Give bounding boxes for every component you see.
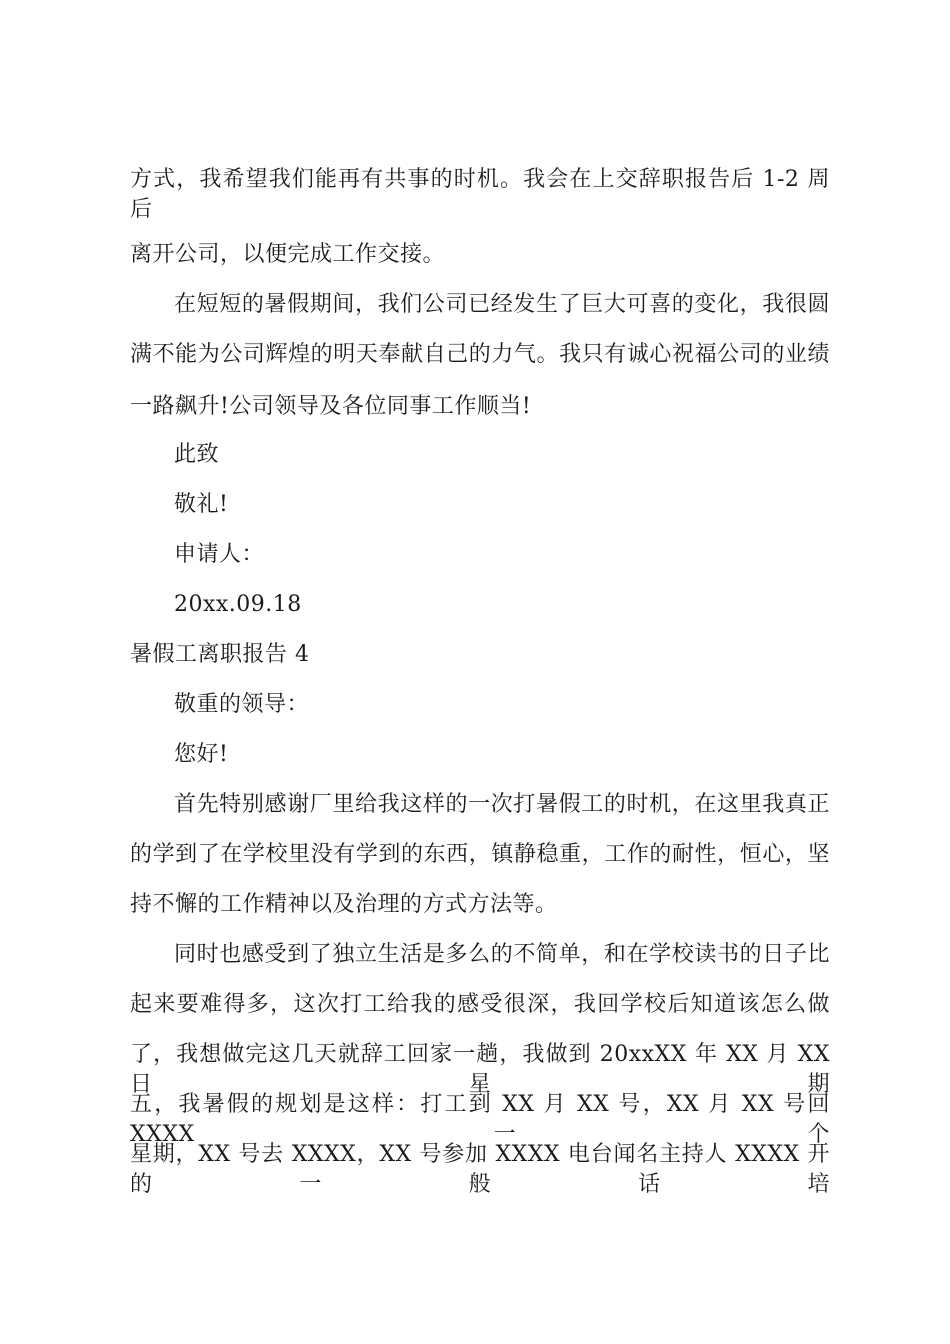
paragraph-line: 星期，XX 号去 XXXX，XX 号参加 XXXX 电台闻名主持人 XXXX 开的一般话培 <box>130 1142 830 1197</box>
paragraph-line: 了，我想做完这几天就辞工回家一趟，我做到 20xxXX 年 XX 月 XX 日星期 <box>130 1042 830 1097</box>
section-title: 暑假工离职报告 4 <box>130 642 310 667</box>
paragraph-line: 五，我暑假的规划是这样：打工到 XX 月 XX 号，XX 月 XX 号回 XXXX 一个 <box>130 1092 830 1147</box>
salutation: 敬重的领导： <box>174 692 310 717</box>
paragraph-line: 起来要难得多，这次打工给我的感受很深，我回学校后知道该怎么做 <box>130 992 830 1017</box>
paragraph-line: 的学到了在学校里没有学到的东西，镇静稳重，工作的耐性，恒心，坚 <box>130 842 830 867</box>
paragraph-line: 持不懈的工作精神以及治理的方式方法等。 <box>130 892 558 917</box>
closing-line: 敬礼! <box>174 492 229 517</box>
paragraph-line: 一路飙升!公司领导及各位同事工作顺当! <box>130 394 532 419</box>
closing-line: 此致 <box>174 442 220 467</box>
paragraph-line: 满不能为公司辉煌的明天奉献自己的力气。我只有诚心祝福公司的业绩 <box>130 342 830 367</box>
paragraph-line: 同时也感受到了独立生活是多么的不简单，和在学校读书的日子比 <box>174 942 830 967</box>
paragraph-line: 方式，我希望我们能再有共事的时机。我会在上交辞职报告后 1-2 周后 <box>130 167 830 222</box>
paragraph-line: 离开公司，以便完成工作交接。 <box>130 242 446 267</box>
signature-date: 20xx.09.18 <box>174 592 302 617</box>
paragraph-line: 首先特别感谢厂里给我这样的一次打暑假工的时机，在这里我真正 <box>174 792 830 817</box>
signature-label: 申请人： <box>174 542 265 567</box>
paragraph-line: 在短短的暑假期间，我们公司已经发生了巨大可喜的变化，我很圆 <box>174 292 830 317</box>
greeting: 您好! <box>174 742 229 767</box>
